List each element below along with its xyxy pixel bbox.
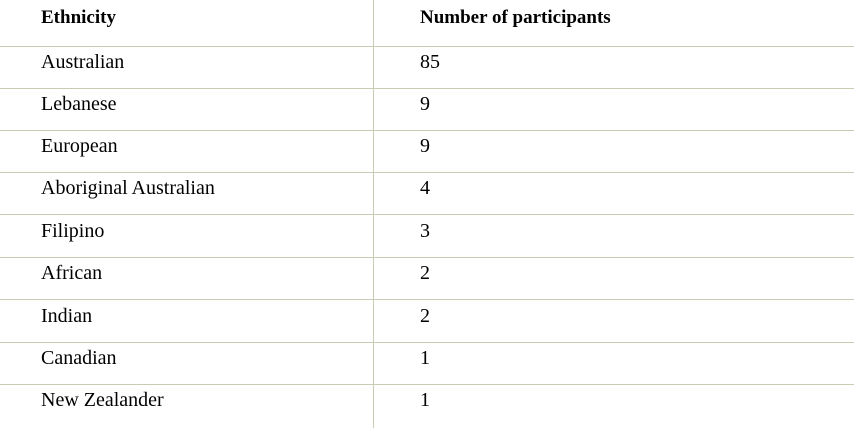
ethnicity-cell: Indian xyxy=(41,305,93,327)
header-ethnicity: Ethnicity xyxy=(41,7,116,28)
ethnicity-cell: Lebanese xyxy=(41,93,117,115)
ethnicity-cell: Aboriginal Australian xyxy=(41,177,215,199)
table-row xyxy=(0,131,854,173)
table-row xyxy=(0,47,854,89)
table-row xyxy=(0,343,854,385)
ethnicity-cell: Australian xyxy=(41,51,125,73)
ethnicity-cell: African xyxy=(41,262,103,284)
participants-cell: 4 xyxy=(420,177,430,199)
table-row xyxy=(0,258,854,300)
ethnicity-cell: Filipino xyxy=(41,220,105,242)
participants-cell: 1 xyxy=(420,389,430,411)
header-participants: Number of participants xyxy=(420,7,611,28)
participants-cell: 1 xyxy=(420,347,430,369)
participants-cell: 2 xyxy=(420,305,430,327)
table-row xyxy=(0,216,854,258)
participants-cell: 3 xyxy=(420,220,430,242)
table-header-row xyxy=(0,0,854,47)
participants-cell: 9 xyxy=(420,135,430,157)
participants-cell: 85 xyxy=(420,51,440,73)
ethnicity-cell: New Zealander xyxy=(41,389,164,411)
table-row xyxy=(0,301,854,343)
participants-cell: 2 xyxy=(420,262,430,284)
table-row xyxy=(0,89,854,131)
table-row xyxy=(0,385,854,428)
ethnicity-cell: Canadian xyxy=(41,347,117,369)
participants-cell: 9 xyxy=(420,93,430,115)
row-divider xyxy=(0,214,854,215)
row-divider xyxy=(0,299,854,300)
table-row xyxy=(0,173,854,215)
ethnicity-cell: European xyxy=(41,135,118,157)
